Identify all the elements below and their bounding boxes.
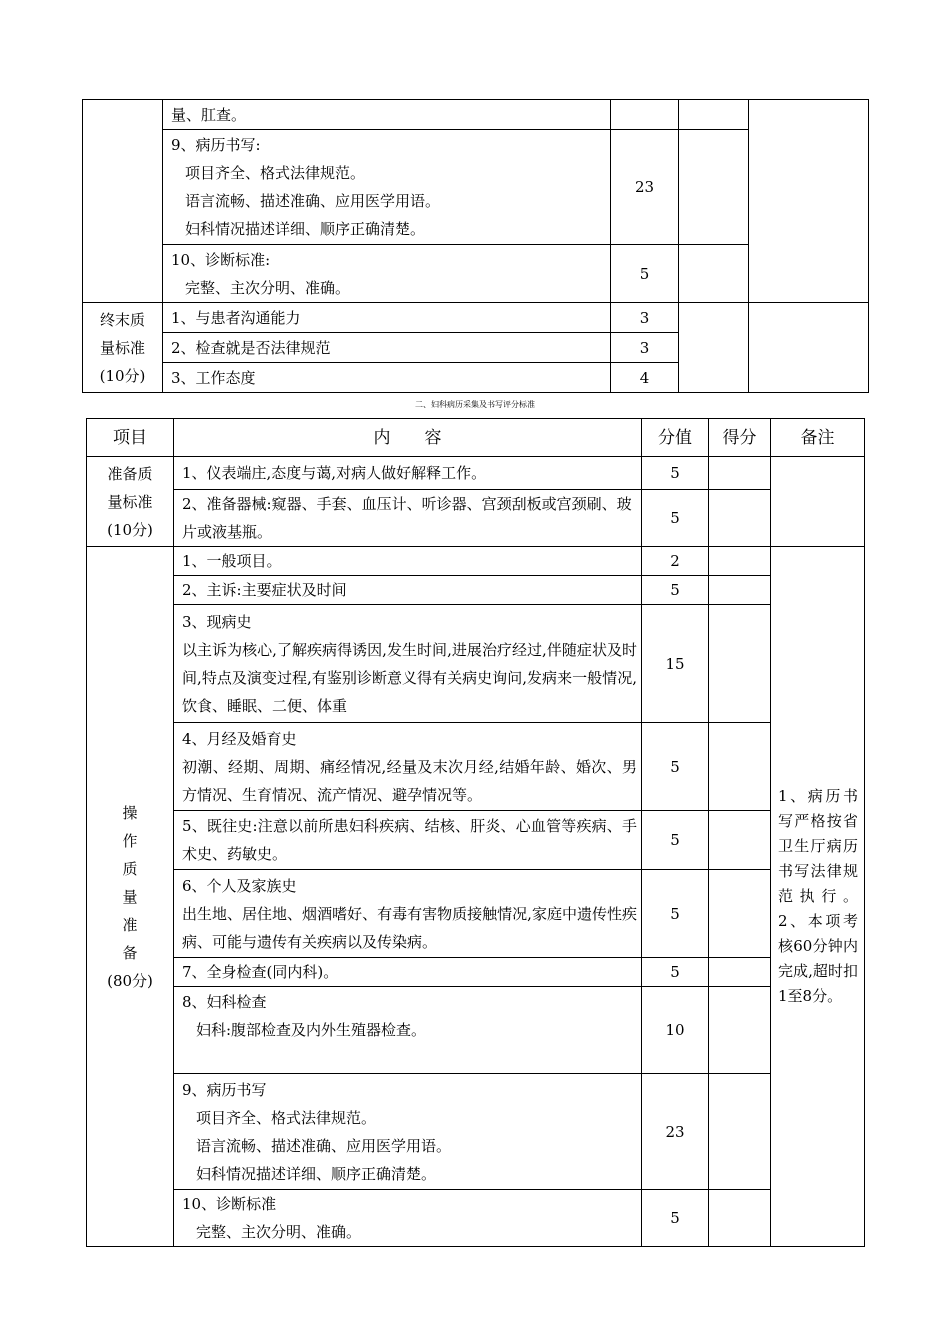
- content-cell: [174, 1074, 642, 1190]
- score-cell: 2: [642, 547, 709, 576]
- content-line: 10、诊断标准:: [171, 250, 271, 269]
- operation-quality-label: [87, 547, 174, 1247]
- table-row: [87, 723, 865, 811]
- content-cell: [174, 723, 642, 811]
- content-cell: [163, 245, 611, 303]
- got-cell: [709, 1190, 771, 1247]
- got-cell: [709, 576, 771, 605]
- content-cell: [163, 130, 611, 245]
- content-cell: 2、检查就是否法律规范: [163, 333, 611, 363]
- table-row: [87, 1190, 865, 1247]
- content-line: 妇科情况描述详细、顺序正确清楚。: [185, 220, 426, 238]
- header-score: 分值: [642, 419, 709, 457]
- score-cell: 5: [642, 490, 709, 547]
- content-cell: 2、主诉:主要症状及时间: [174, 576, 642, 605]
- content-line: 妇科情况描述详细、顺序正确清楚。: [196, 1164, 437, 1183]
- content-line: 项目齐全、格式法律规范。: [196, 1108, 377, 1127]
- content-cell: [174, 987, 642, 1074]
- content-cell: [163, 100, 611, 130]
- got-cell: [709, 1074, 771, 1190]
- label-line: 准备质: [107, 464, 153, 483]
- section-caption: 二、妇科病历采集及书写评分标准: [415, 400, 535, 409]
- table-row: [87, 1074, 865, 1190]
- label-line: 量: [122, 887, 138, 906]
- content-cell: 1、与患者沟通能力: [163, 303, 611, 333]
- content-body: 以主诉为核心,了解疾病得诱因,发生时间,进展治疗经过,伴随症状及时间,特点及演变过程,有鉴别诊断意义得有关病史询问,发病来一般情况,饮食、睡眠、二便、体重: [182, 640, 637, 715]
- item-cell-blank: [83, 100, 163, 303]
- score-cell: 3: [611, 303, 679, 333]
- header-remark: 备注: [771, 419, 865, 457]
- table-row: [87, 811, 865, 870]
- got-cell: [679, 130, 749, 245]
- score-cell: 15: [642, 605, 709, 723]
- got-cell: [709, 457, 771, 490]
- remark-notes: 1、病历书写严格按省卫生厅病历书写法律规范执行。2、本项考核60分钟内完成,超时扣1至8分。: [771, 547, 865, 1247]
- content-line: 完整、主次分明、准确。: [196, 1223, 362, 1241]
- table-row: [87, 605, 865, 723]
- got-cell: [709, 490, 771, 547]
- table-row: [87, 576, 865, 605]
- score-cell: 23: [611, 130, 679, 245]
- got-cell: [709, 547, 771, 576]
- got-cell: [709, 958, 771, 987]
- content-title: 6、个人及家族史: [182, 876, 297, 895]
- label-line: (80分): [107, 971, 153, 990]
- got-cell: [709, 605, 771, 723]
- content-cell: 2、准备器械:窥器、手套、血压计、听诊器、宫颈刮板或宫颈刷、玻片或液基瓶。: [174, 490, 642, 547]
- score-cell: 5: [642, 811, 709, 870]
- content-cell: 3、工作态度: [163, 363, 611, 393]
- score-cell: 10: [642, 987, 709, 1074]
- content-body: 初潮、经期、周期、痛经情况,经量及末次月经,结婚年龄、婚次、男方情况、生育情况、流产情况、避孕情况等。: [182, 757, 637, 804]
- content-line: 项目齐全、格式法律规范。: [185, 164, 366, 182]
- got-cell: [679, 303, 749, 393]
- gynecology-record-score-table: [86, 418, 865, 1247]
- label-line: (10分): [99, 366, 146, 385]
- table-row: [87, 457, 865, 490]
- got-cell: [709, 723, 771, 811]
- got-cell: [709, 870, 771, 958]
- label-line: (10分): [107, 520, 153, 539]
- score-cell: [611, 100, 679, 130]
- final-quality-label: [83, 303, 163, 393]
- label-line: 作: [122, 831, 138, 850]
- content-title: 9、病历书写: [182, 1080, 267, 1099]
- content-cell: 5、既往史:注意以前所患妇科疾病、结核、肝炎、心血管等疾病、手术史、药敏史。: [174, 811, 642, 870]
- content-body: 出生地、居住地、烟酒嗜好、有毒有害物质接触情况,家庭中遗传性疾病、可能与遗传有关疾病以及传染病。: [182, 904, 637, 951]
- table-row: [87, 958, 865, 987]
- label-line: 质: [122, 859, 138, 878]
- content-line: 语言流畅、描述准确、应用医学用语。: [185, 192, 441, 210]
- remark-cell: [749, 100, 869, 303]
- table-row: [87, 870, 865, 958]
- label-line: 准: [122, 915, 138, 934]
- score-cell: 23: [642, 1074, 709, 1190]
- remark-cell: [749, 303, 869, 393]
- score-cell: 5: [642, 1190, 709, 1247]
- got-cell: [679, 245, 749, 303]
- prep-quality-label: [87, 457, 174, 547]
- content-line: 9、病历书写:: [171, 136, 261, 154]
- content-line: 完整、主次分明、准确。: [185, 278, 351, 297]
- label-line: 备: [122, 943, 138, 962]
- label-line: 量标准: [99, 338, 145, 357]
- remark-cell: [771, 457, 865, 547]
- content-title: 10、诊断标准: [182, 1195, 277, 1213]
- score-cell: 3: [611, 333, 679, 363]
- content-cell: 7、全身检查(同内科)。: [174, 958, 642, 987]
- score-cell: 5: [642, 870, 709, 958]
- table-row: [87, 490, 865, 547]
- content-cell: [174, 870, 642, 958]
- content-title: 8、妇科检查: [182, 993, 267, 1011]
- score-cell: 5: [642, 457, 709, 490]
- content-cell: 1、仪表端庄,态度与蔼,对病人做好解释工作。: [174, 457, 642, 490]
- content-line: 语言流畅、描述准确、应用医学用语。: [196, 1136, 452, 1155]
- label-line: 操: [122, 803, 138, 822]
- header-got: 得分: [709, 419, 771, 457]
- score-table-continued: [82, 99, 869, 393]
- score-cell: 5: [642, 723, 709, 811]
- header-content: 内 容: [174, 419, 642, 457]
- content-title: 3、现病史: [182, 612, 252, 631]
- header-item: 项目: [87, 419, 174, 457]
- content-cell: [174, 605, 642, 723]
- content-cell: 1、一般项目。: [174, 547, 642, 576]
- table-row: [87, 547, 865, 576]
- got-cell: [679, 100, 749, 130]
- content-title: 4、月经及婚育史: [182, 729, 297, 748]
- score-cell: 5: [611, 245, 679, 303]
- label-line: 终末质: [99, 310, 145, 329]
- content-line: 量、肛查。: [171, 105, 247, 124]
- content-cell: [174, 1190, 642, 1247]
- got-cell: [709, 811, 771, 870]
- score-cell: 5: [642, 958, 709, 987]
- table-row: [87, 987, 865, 1074]
- got-cell: [709, 987, 771, 1074]
- label-line: 量标准: [107, 492, 153, 511]
- header-row: [87, 419, 865, 457]
- content-body: 妇科:腹部检查及内外生殖器检查。: [196, 1021, 427, 1039]
- score-cell: 5: [642, 576, 709, 605]
- score-cell: 4: [611, 363, 679, 393]
